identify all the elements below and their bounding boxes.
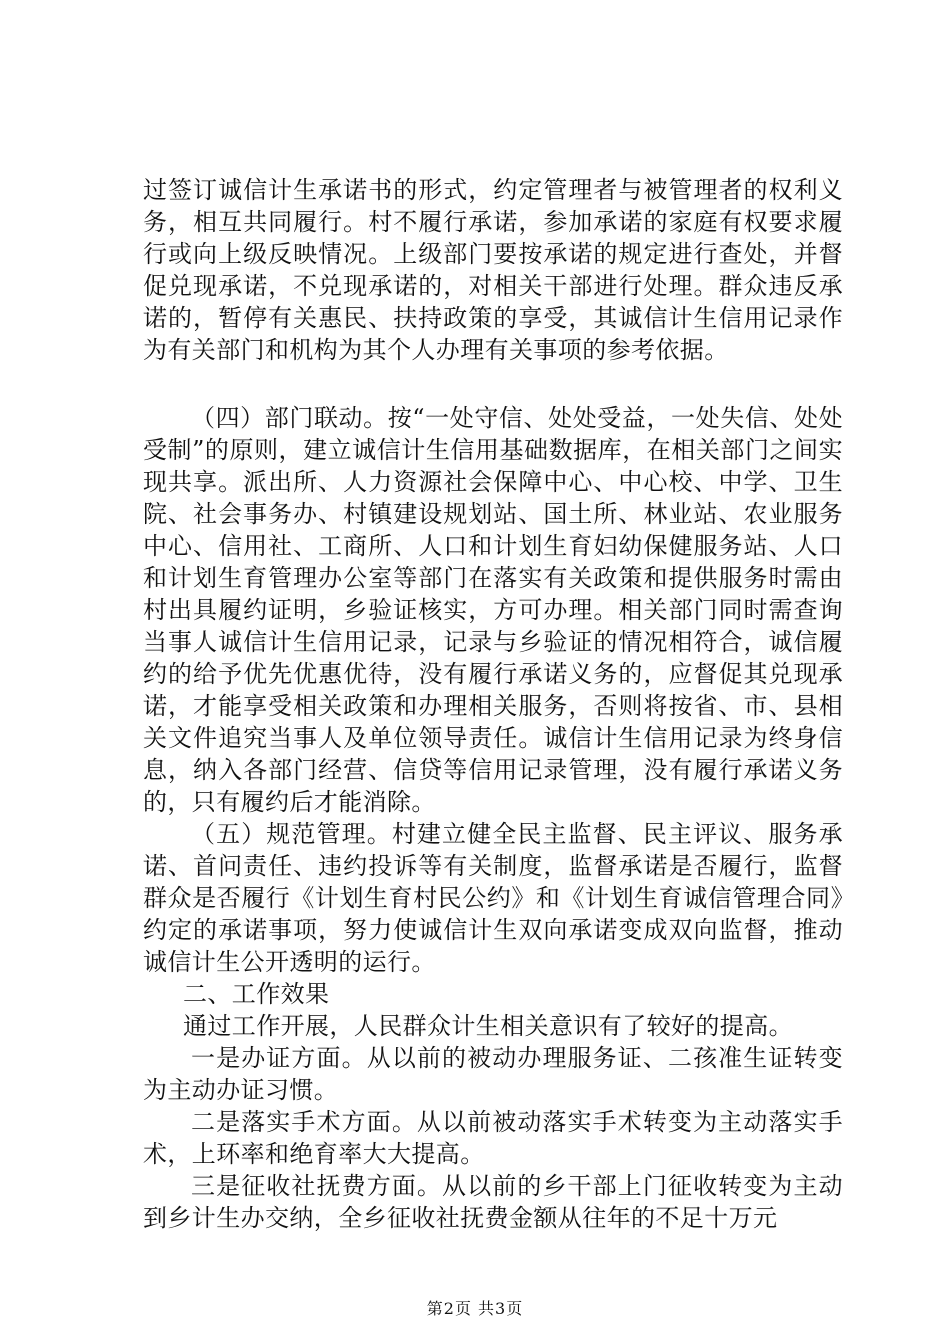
paragraph-certificates: 一是办证方面。从以前的被动办理服务证、二孩准生证转变为主动办证习惯。 [143,1044,843,1104]
document-body [143,174,843,1234]
paragraph-department-linkage: （四）部门联动。按“一处守信、处处受益，一处失信、处处受制”的原则，建立诚信计生信用基础数据库，在相关部门之间实现共享。派出所、人力资源社会保障中心、中心校、中学、卫生院、社会事务办、村镇建设规划站、国土所、林业站、农业服务中心、信用社、工商所、人口和计划生育妇幼保健服务站、人口和计划生育管理办公室等部门在落实有关政策和提供服务时需由村出具履约证明，乡验证核实，方可办理。相关部门同时需查询当事人诚信计生信用记录，记录与乡验证的情况相符合，诚信履约的给予优先优惠优待，没有履行承诺义务的，应督促其兑现承诺，才能享受相关政策和办理相关服务，否则将按省、市、县相关文件追究当事人及单位领导责任。诚信计生信用记录为终身信息，纳入各部门经营、信贷等信用记录管理，没有履行承诺义务的，只有履约后才能消除。 [143,404,843,816]
section-heading-work-results: 二、工作效果 [183,980,330,1008]
paragraph-standard-management: （五）规范管理。村建立健全民主监督、民主评议、服务承诺、首问责任、违约投诉等有关制度，监督承诺是否履行，监督群众是否履行《计划生育村民公约》和《计划生育诚信管理合同》约定的承诺事项，努力使诚信计生双向承诺变成双向监督，推动诚信计生公开透明的运行。 [143,820,843,976]
paragraph-spacer [143,366,843,402]
paragraph-surgery: 二是落实手术方面。从以前被动落实手术转变为主动落实手术，上环率和绝育率大大提高。 [143,1108,843,1168]
page-number-footer: 第2页 共3页 [426,1299,524,1318]
paragraph-awareness: 通过工作开展，人民群众计生相关意识有了较好的提高。 [183,1012,793,1040]
paragraph-social-fee: 三是征收社抚费方面。从以前的乡干部上门征收转变为主动到乡计生办交纳，全乡征收社抚费金额从往年的不足十万元 [143,1172,843,1232]
paragraph-commitment-contract: 过签订诚信计生承诺书的形式，约定管理者与被管理者的权利义务，相互共同履行。村不履行承诺，参加承诺的家庭有权要求履行或向上级反映情况。上级部门要按承诺的规定进行查处，并督促兑现承诺，不兑现承诺的，对相关干部进行处理。群众违反承诺的，暂停有关惠民、扶持政策的享受，其诚信计生信用记录作为有关部门和机构为其个人办理有关事项的参考依据。 [143,176,843,364]
